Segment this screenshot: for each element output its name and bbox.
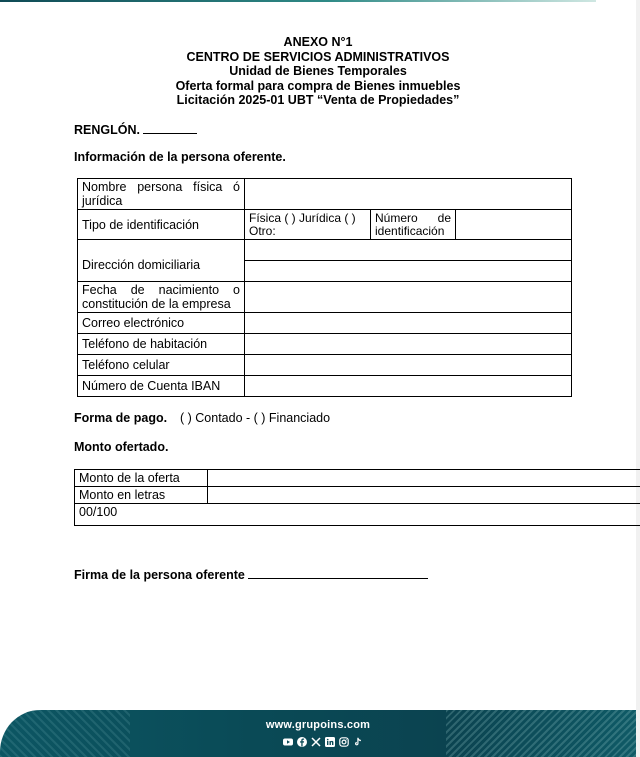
offeror-info-table <box>77 178 572 397</box>
firma-blank[interactable] <box>248 566 428 579</box>
renglon-label: RENGLÓN. <box>74 123 140 137</box>
tipo-id-options[interactable]: Física ( ) Jurídica ( ) Otro: <box>245 210 371 240</box>
tipo-id-label: Tipo de identificación <box>78 210 245 240</box>
section-info-heading: Información de la persona oferente. <box>74 150 286 164</box>
website-link[interactable]: www.grupoins.com <box>265 719 371 731</box>
document-header <box>0 35 636 108</box>
tender-title: Licitación 2025-01 UBT “Venta de Propiedades” <box>176 93 460 107</box>
nombre-input-cell[interactable] <box>245 179 572 210</box>
table-row <box>78 355 572 376</box>
table-row <box>78 334 572 355</box>
top-accent-line <box>0 0 596 2</box>
nombre-label: Nombre persona física ó jurídica <box>78 179 245 210</box>
centavos-cell[interactable]: 00/100 <box>75 504 640 526</box>
table-row <box>78 282 572 313</box>
instagram-icon[interactable] <box>338 736 349 747</box>
footer-pattern-right <box>446 710 636 757</box>
numero-id-label: Número de identificación <box>371 210 456 240</box>
correo-input-cell[interactable] <box>245 313 572 334</box>
forma-pago-options[interactable]: ( ) Contado - ( ) Financiado <box>180 411 331 425</box>
table-row <box>78 376 572 397</box>
tel-habitacion-label: Teléfono de habitación <box>78 334 245 355</box>
facebook-icon[interactable] <box>296 736 307 747</box>
firma-label: Firma de la persona oferente <box>74 568 245 582</box>
footer-pattern-left <box>0 710 130 757</box>
fecha-input-cell[interactable] <box>245 282 572 313</box>
iban-label: Número de Cuenta IBAN <box>78 376 245 397</box>
offer-title: Oferta formal para compra de Bienes inmuebles <box>175 78 461 93</box>
table-row <box>78 179 572 210</box>
monto-oferta-label: Monto de la oferta <box>75 470 208 487</box>
table-row <box>78 210 572 240</box>
unit-name: Unidad de Bienes Temporales <box>229 64 407 78</box>
section-monto-heading: Monto ofertado. <box>74 440 169 454</box>
table-row <box>75 504 640 526</box>
table-row <box>78 313 572 334</box>
direccion-input-cell-1[interactable] <box>245 240 572 261</box>
renglon-blank[interactable] <box>143 121 197 134</box>
correo-label: Correo electrónico <box>78 313 245 334</box>
tel-celular-label: Teléfono celular <box>78 355 245 376</box>
linkedin-icon[interactable] <box>324 736 335 747</box>
x-icon[interactable] <box>310 736 321 747</box>
fecha-label: Fecha de nacimiento o constitución de la empresa <box>78 282 245 313</box>
renglon-field <box>74 121 197 137</box>
direccion-label: Dirección domiciliaria <box>78 240 245 282</box>
monto-oferta-input-cell[interactable] <box>208 470 640 487</box>
table-row <box>75 487 640 504</box>
numero-id-input-cell[interactable] <box>456 210 572 240</box>
amount-table <box>74 469 640 526</box>
social-icons <box>282 736 363 747</box>
annex-title: ANEXO N°1 <box>283 35 353 49</box>
monto-letras-label: Monto en letras <box>75 487 208 504</box>
youtube-icon[interactable] <box>282 736 293 747</box>
tiktok-icon[interactable] <box>352 736 363 747</box>
table-row <box>78 240 572 261</box>
monto-letras-input-cell[interactable] <box>208 487 640 504</box>
firma-field <box>74 566 428 582</box>
iban-input-cell[interactable] <box>245 376 572 397</box>
footer-banner <box>0 710 636 757</box>
tel-habitacion-input-cell[interactable] <box>245 334 572 355</box>
center-name: CENTRO DE SERVICIOS ADMINISTRATIVOS <box>186 49 450 64</box>
tel-celular-input-cell[interactable] <box>245 355 572 376</box>
direccion-input-cell-2[interactable] <box>245 261 572 282</box>
table-row <box>75 470 640 487</box>
forma-pago-label: Forma de pago. <box>74 411 168 425</box>
